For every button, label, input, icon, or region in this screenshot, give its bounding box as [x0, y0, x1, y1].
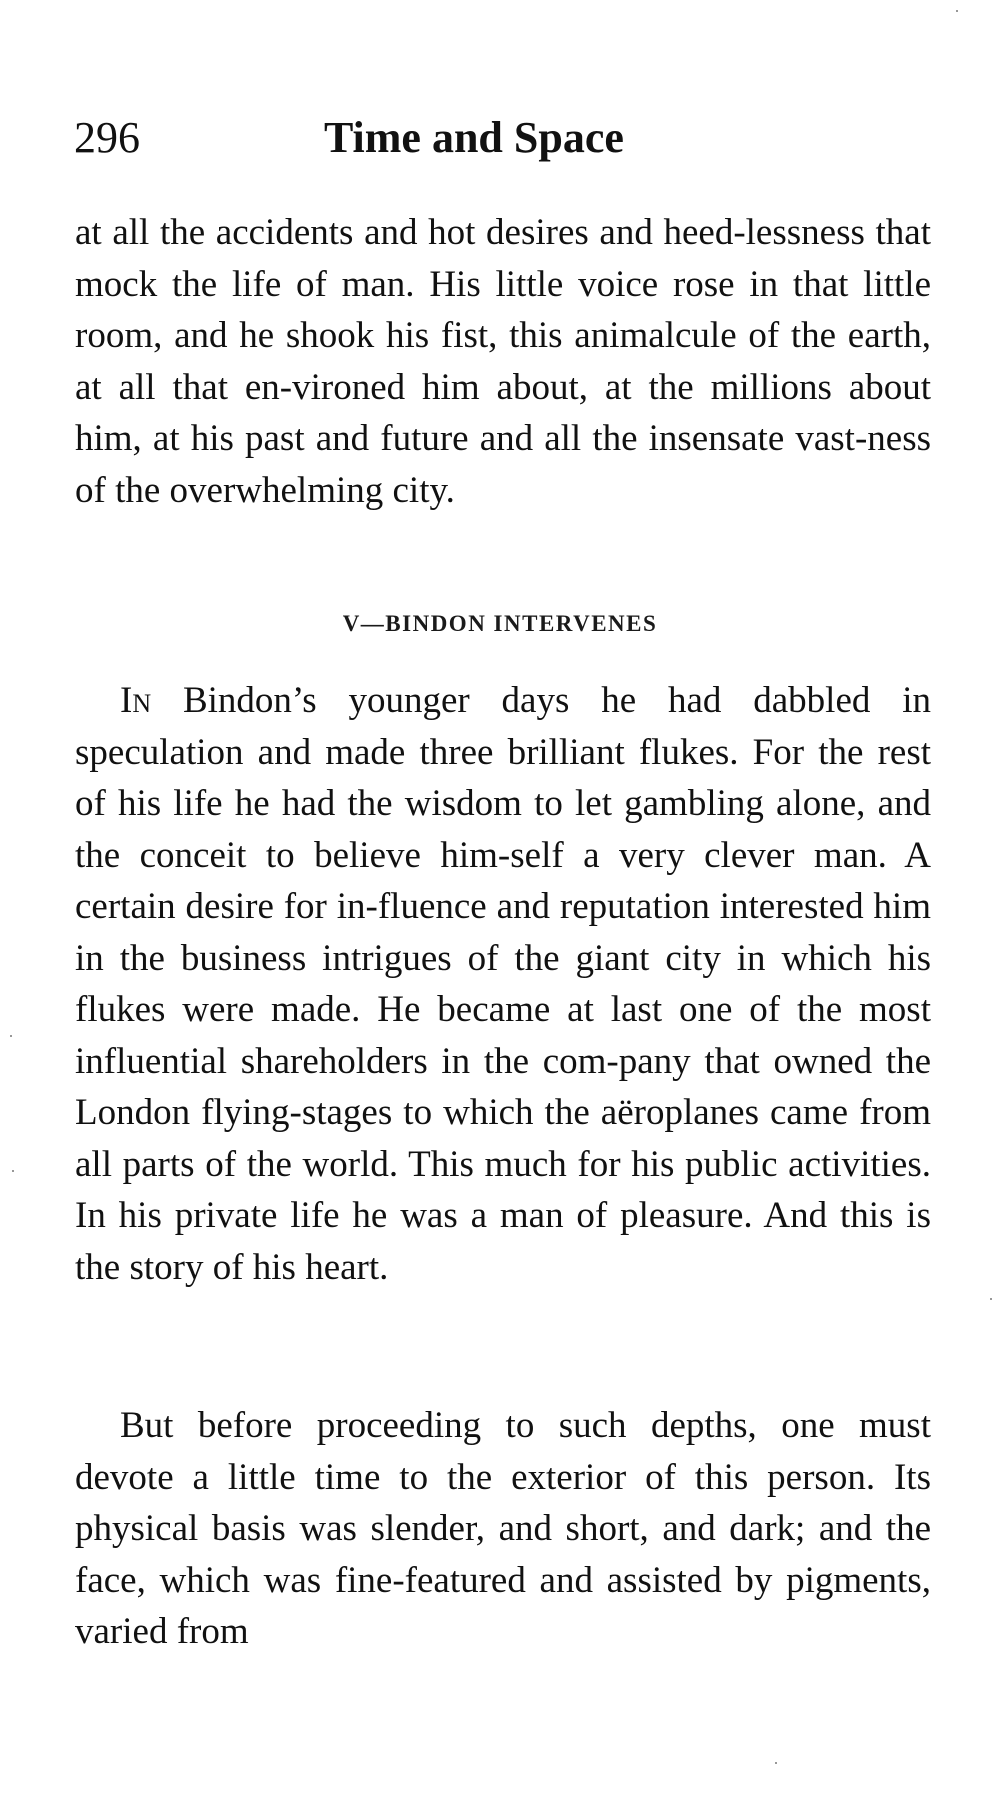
- paragraph-body: Bindon’s younger days he had dabbled in speculation and made three brilliant flukes. For the rest of his life he had the wisdom to let gambling alone, and the conceit to believe him-self a very clever man. A certain desire for in-fluence and reputation interested him in the business intrigues of the giant city in which his flukes were made. He became at last one of the most influential shareholders in the com-pany that owned the London flying-stages to which the aëroplanes came from all parts of the world. This much for his public activities. In his private life he was a man of pleasure. And this is the story of his heart.: [75, 680, 931, 1288]
- scan-speck: [10, 1035, 12, 1037]
- running-head: [74, 108, 934, 168]
- running-title: Time and Space: [324, 113, 624, 162]
- paragraph-exterior: [75, 1400, 931, 1658]
- scan-speck: [956, 10, 958, 12]
- paragraph-text: [75, 675, 931, 1293]
- paragraph-bindon: [75, 675, 931, 1293]
- drop-word: In: [120, 680, 152, 721]
- section-heading: V—BINDON INTERVENES: [342, 611, 658, 636]
- scan-speck: [12, 1170, 14, 1172]
- paragraph-text: But before proceeding to such depths, one must devote a little time to the exterior of this person. Its physical basis was slender, and short, and dark; and the face, which was fine-featured and assisted by pigments, varied from: [75, 1405, 931, 1652]
- page-number: 296: [74, 113, 140, 162]
- scan-speck: [990, 1298, 992, 1300]
- paragraph-text: at all the accidents and hot desires and heed-lessness that mock the life of man. His little voice rose in that little room, and he shook his fist, this animalcule of the earth, at all that en-vironed him about, at the millions about him, at his past and future and all the insensate vast-ness of the overwhelming city.: [75, 212, 931, 511]
- scan-speck: [775, 1762, 777, 1764]
- paragraph-continuation: [75, 207, 931, 516]
